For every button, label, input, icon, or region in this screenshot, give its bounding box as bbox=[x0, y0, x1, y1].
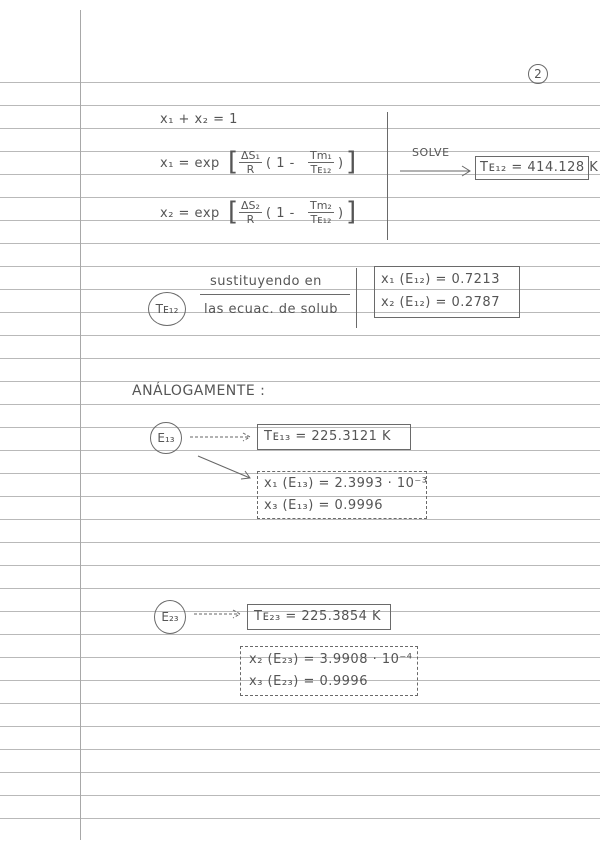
e23-circle bbox=[154, 600, 186, 634]
ruled-line bbox=[0, 105, 600, 106]
e23-x2: x₃ (E₂₃) = 0.9996 bbox=[249, 674, 368, 689]
substitution-brace bbox=[356, 268, 357, 328]
fraction-denominator: Tᴇ₁₂ bbox=[310, 213, 332, 226]
ruled-line bbox=[0, 381, 600, 382]
fraction-ds2-r bbox=[239, 199, 262, 226]
e23-x1: x₂ (E₂₃) = 3.9908 · 10⁻⁴ bbox=[249, 652, 413, 667]
bracket-close: ] bbox=[346, 147, 357, 177]
ruled-line bbox=[0, 519, 600, 520]
solve-result: Tᴇ₁₂ = 414.128 K bbox=[480, 160, 599, 175]
substitution-line2: las ecuac. de solub bbox=[204, 302, 338, 317]
solve-result-box bbox=[475, 156, 599, 180]
ruled-line bbox=[0, 128, 600, 129]
equation-x1-end: ) bbox=[338, 156, 344, 171]
ruled-line bbox=[0, 726, 600, 727]
page-number-text: 2 bbox=[534, 67, 542, 81]
e13-temp-box bbox=[257, 424, 411, 450]
e23-temp: Tᴇ₂₃ = 225.3854 K bbox=[254, 609, 382, 624]
solve-label: SOLVE bbox=[412, 146, 450, 159]
fraction-denominator: R bbox=[246, 163, 255, 176]
e13-diagonal-arrow bbox=[198, 456, 250, 479]
e12-results-box bbox=[374, 266, 520, 318]
e12-x2: x₂ (E₁₂) = 0.2787 bbox=[381, 295, 500, 310]
ruled-line bbox=[0, 795, 600, 796]
ruled-line bbox=[0, 335, 600, 336]
equation-x1-left: x₁ = exp bbox=[160, 156, 220, 171]
fraction-tm2-te12 bbox=[308, 199, 334, 226]
bracket-open: [ bbox=[228, 197, 239, 227]
ruled-line bbox=[0, 818, 600, 819]
ruled-line bbox=[0, 358, 600, 359]
ruled-line bbox=[0, 450, 600, 451]
fraction-denominator: Tᴇ₁₂ bbox=[310, 163, 332, 176]
e13-circle bbox=[150, 422, 182, 454]
substitution-divider bbox=[200, 294, 350, 295]
te12-circle-label: Tᴇ₁₂ bbox=[155, 302, 179, 316]
equation-sum: x₁ + x₂ = 1 bbox=[160, 112, 238, 127]
ruled-line bbox=[0, 588, 600, 589]
te12-circle bbox=[148, 292, 186, 326]
fraction-numerator: ΔS₁ bbox=[241, 149, 260, 162]
ruled-line bbox=[0, 749, 600, 750]
equation-x2-left: x₂ = exp bbox=[160, 206, 220, 221]
e23-temp-box bbox=[247, 604, 391, 630]
e23-results-box bbox=[240, 646, 418, 696]
margin-line bbox=[80, 10, 81, 840]
equation-x1-mid: ( 1 - bbox=[266, 156, 295, 171]
equation-x2-end: ) bbox=[338, 206, 344, 221]
fraction-numerator: Tm₂ bbox=[310, 199, 332, 212]
fraction-numerator: Tm₁ bbox=[310, 149, 332, 162]
e13-arrow bbox=[190, 433, 250, 441]
ruled-line bbox=[0, 542, 600, 543]
substitution-line1: sustituyendo en bbox=[210, 274, 322, 289]
bracket-open: [ bbox=[228, 147, 239, 177]
analogamente-heading: ANÁLOGAMENTE : bbox=[132, 383, 266, 399]
fraction-denominator: R bbox=[246, 213, 255, 226]
fraction-numerator: ΔS₂ bbox=[241, 199, 260, 212]
e12-x1: x₁ (E₁₂) = 0.7213 bbox=[381, 272, 500, 287]
page-number bbox=[528, 64, 548, 84]
ruled-line bbox=[0, 151, 600, 152]
e13-results-box bbox=[257, 471, 427, 519]
e13-temp: Tᴇ₁₃ = 225.3121 K bbox=[264, 429, 392, 444]
fraction-ds1-r bbox=[239, 149, 262, 176]
ruled-line bbox=[0, 565, 600, 566]
fraction-tm1-te12 bbox=[308, 149, 334, 176]
ruled-line bbox=[0, 634, 600, 635]
system-brace bbox=[387, 112, 388, 240]
e13-circle-label: E₁₃ bbox=[157, 431, 175, 445]
ruled-line bbox=[0, 772, 600, 773]
ruled-line bbox=[0, 243, 600, 244]
ruled-line bbox=[0, 703, 600, 704]
ruled-line bbox=[0, 82, 600, 83]
ruled-line bbox=[0, 220, 600, 221]
bracket-close: ] bbox=[346, 197, 357, 227]
e13-x2: x₃ (E₁₃) = 0.9996 bbox=[264, 498, 383, 513]
e23-circle-label: E₂₃ bbox=[161, 610, 179, 624]
e13-x1: x₁ (E₁₃) = 2.3993 · 10⁻³ bbox=[264, 476, 428, 491]
ruled-line bbox=[0, 197, 600, 198]
equation-x2-mid: ( 1 - bbox=[266, 206, 295, 221]
ruled-line bbox=[0, 404, 600, 405]
